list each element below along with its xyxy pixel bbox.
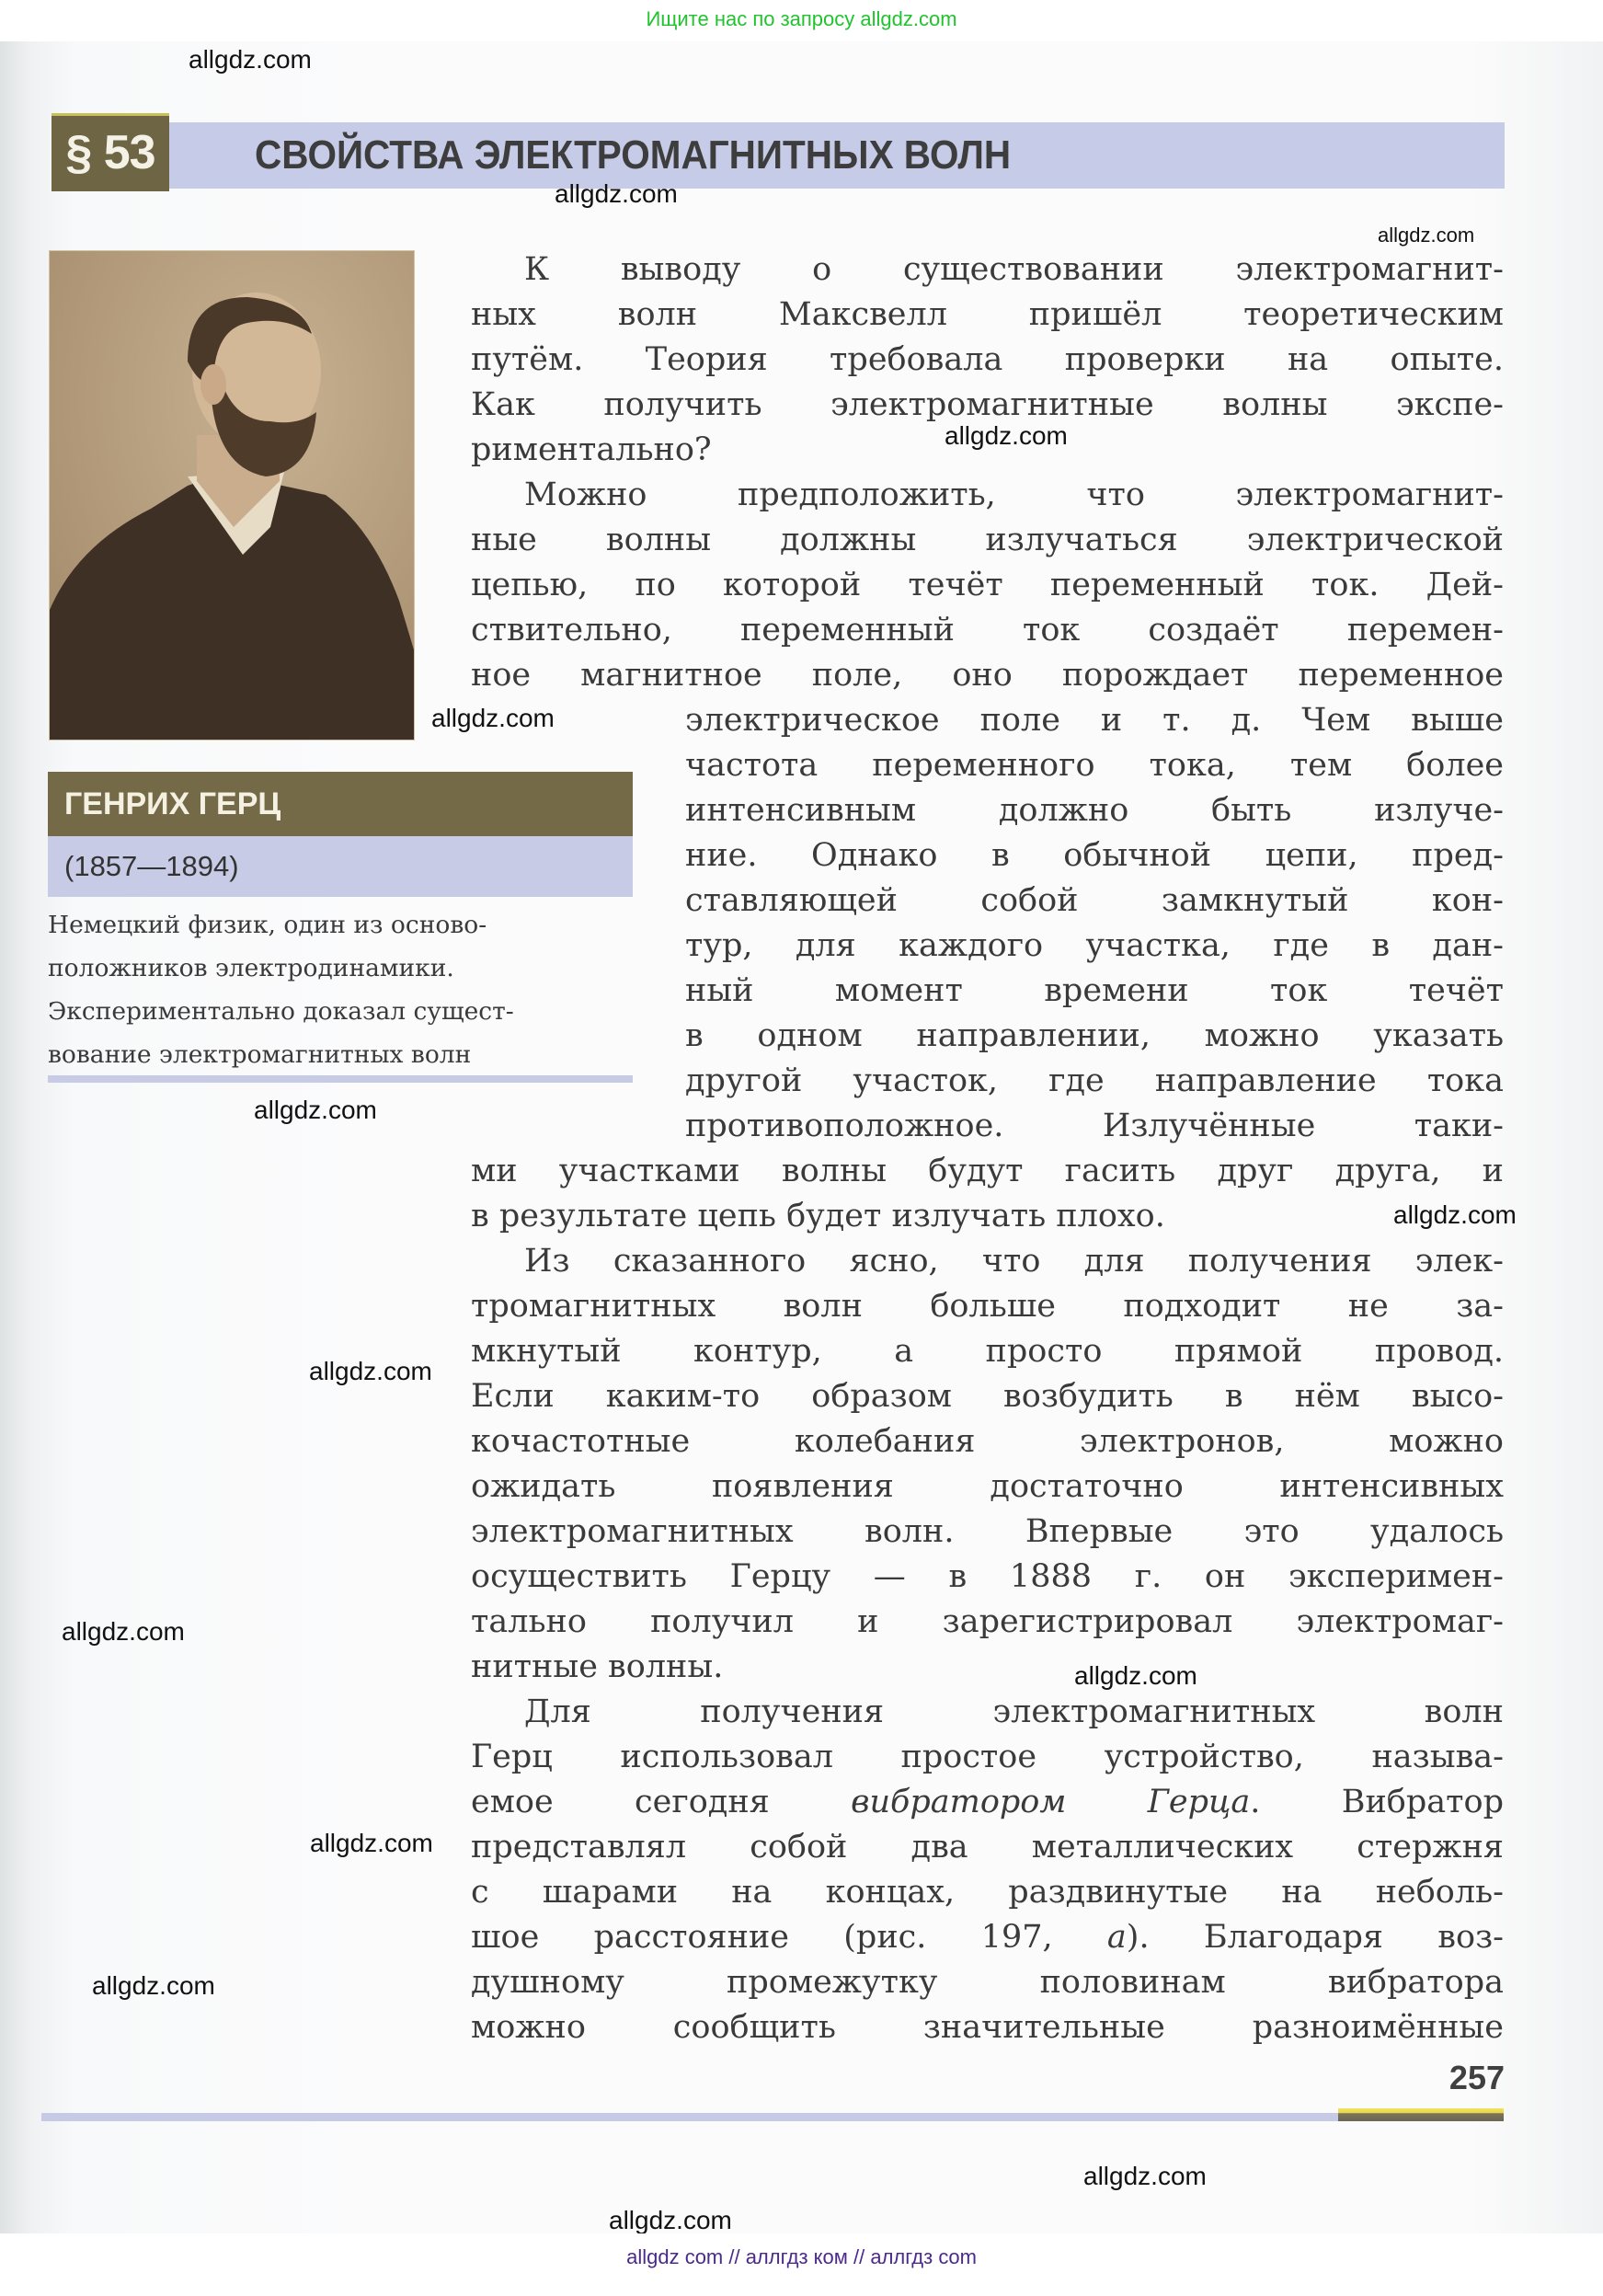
- text-line: Для получения электромагнитных волн: [524, 1693, 1504, 1730]
- footer-divider: [41, 2113, 1338, 2121]
- text-line: путём. Теория требовала проверки на опыте.: [471, 341, 1504, 378]
- text-fragment: шое расстояние (рис. 197,: [471, 1919, 1107, 1956]
- text-line: тромагнитных волн больше подходит не за-: [471, 1288, 1504, 1325]
- text-line: ствительно, переменный ток создаёт перемен-: [471, 612, 1504, 649]
- text-line: другой участок, где направление тока: [685, 1062, 1504, 1099]
- watermark: allgdz.com: [609, 2206, 732, 2233]
- watermark: allgdz.com: [555, 179, 678, 208]
- watermark: allgdz.com: [189, 45, 312, 74]
- paragraph-3: [471, 1239, 1504, 1690]
- text-line: Если каким-то образом возбудить в нём высо-: [471, 1378, 1504, 1415]
- text-line: тур, для каждого участка, где в дан-: [685, 927, 1504, 964]
- footer-accent-bar: [1338, 2108, 1504, 2121]
- text-line: нитные волны.: [471, 1648, 724, 1685]
- watermark: allgdz.com: [309, 1357, 432, 1385]
- text-line: ное магнитное поле, оно порождает переменное: [471, 657, 1504, 694]
- bio-line: Немецкий физик, один из осново-: [48, 911, 487, 939]
- text-line: электрическое поле и т. д. Чем выше: [685, 702, 1504, 739]
- text-fragment: емое сегодня: [471, 1784, 852, 1820]
- text-line: ми участками волны будут гасить друг друга, и: [471, 1153, 1504, 1189]
- text-line: ных волн Максвелл пришёл теоретическим: [471, 296, 1504, 333]
- watermark: allgdz.com: [945, 421, 1068, 450]
- text-line: Герц использовал простое устройство, называ-: [471, 1739, 1504, 1775]
- text-line: цепью, по которой течёт переменный ток. Дей-: [471, 567, 1504, 603]
- watermark: allgdz.com: [1074, 1661, 1197, 1690]
- text-line: представлял собой два металлических стержня: [471, 1829, 1504, 1866]
- watermark: allgdz.com: [431, 704, 555, 732]
- watermark: allgdz.com: [310, 1829, 433, 1857]
- section-number-badge: § 53: [52, 113, 169, 191]
- text-line: ние. Однако в обычной цепи, пред-: [685, 837, 1504, 874]
- bio-line: вование электромагнитных волн: [48, 1040, 472, 1069]
- paragraph-2: [471, 473, 1504, 698]
- bio-description: [48, 903, 636, 1076]
- portrait-image: [49, 250, 415, 740]
- watermark: allgdz.com: [1378, 224, 1475, 247]
- bio-divider: [48, 1075, 633, 1083]
- text-line: кочастотные колебания электронов, можно: [471, 1423, 1504, 1460]
- text-line: риментально?: [471, 431, 712, 468]
- portrait-illustration-icon: [50, 251, 415, 740]
- text-line: можно сообщить значительные разноимённые: [471, 2009, 1504, 2046]
- bio-name: ГЕНРИХ ГЕРЦ: [48, 772, 633, 836]
- bottom-banner: allgdz com // аллгдз ком // аллгдз com: [0, 2233, 1603, 2296]
- text-line: [471, 1780, 1504, 1825]
- text-line: противоположное. Излучённые таки-: [685, 1108, 1504, 1144]
- text-line: электромагнитных волн. Впервые это удалось: [471, 1513, 1504, 1550]
- paragraph-2-wrap: [685, 698, 1504, 1149]
- watermark: allgdz.com: [62, 1617, 185, 1646]
- watermark: allgdz.com: [1393, 1200, 1517, 1229]
- text-line: тально получил и зарегистрировал электромаг-: [471, 1603, 1504, 1640]
- watermark: allgdz.com: [254, 1096, 377, 1124]
- text-line: Как получить электромагнитные волны экспе-: [471, 386, 1504, 423]
- text-line: ожидать появления достаточно интенсивных: [471, 1468, 1504, 1505]
- text-line: в одном направлении, можно указать: [685, 1017, 1504, 1054]
- page-title: СВОЙСТВА ЭЛЕКТРОМАГНИТНЫХ ВОЛН: [255, 132, 1012, 178]
- figure-ref-letter: а: [1106, 1919, 1127, 1956]
- text-line: интенсивным должно быть излуче-: [685, 792, 1504, 829]
- textbook-page: [0, 41, 1603, 2233]
- text-fragment: . Вибратор: [1250, 1784, 1504, 1820]
- watermark: allgdz.com: [1083, 2162, 1207, 2190]
- paragraph-4: [471, 1690, 1504, 2050]
- text-line: К выводу о существовании электромагнит-: [524, 251, 1504, 288]
- text-line: осуществить Герцу — в 1888 г. он эксперимен-: [471, 1558, 1504, 1595]
- text-line: с шарами на концах, раздвинутые на неболь-: [471, 1874, 1504, 1911]
- term-hertz-vibrator: вибратором Герца: [851, 1784, 1251, 1820]
- text-line: частота переменного тока, тем более: [685, 747, 1504, 784]
- text-line: Из сказанного ясно, что для получения элек-: [524, 1243, 1504, 1280]
- text-line: мкнутый контур, а просто прямой провод.: [471, 1333, 1504, 1370]
- text-line: душному промежутку половинам вибратора: [471, 1964, 1504, 2001]
- text-line: в результате цепь будет излучать плохо.: [471, 1198, 1165, 1234]
- bio-years: (1857—1894): [48, 836, 633, 897]
- bio-line: Экспериментально доказал сущест-: [48, 997, 514, 1026]
- text-fragment: ). Благодаря воз-: [1126, 1919, 1504, 1956]
- page-number: 257: [1448, 2059, 1505, 2096]
- text-line: [471, 1915, 1504, 1960]
- text-line: ные волны должны излучаться электрической: [471, 522, 1504, 558]
- text-line: ный момент времени ток течёт: [685, 972, 1504, 1009]
- bio-line: положников электродинамики.: [48, 954, 454, 982]
- top-banner: Ищите нас по запросу allgdz.com: [0, 0, 1603, 41]
- paragraph-2-tail: [471, 1149, 1504, 1239]
- text-line: ставляющей собой замкнутый кон-: [685, 882, 1504, 919]
- watermark: allgdz.com: [92, 1971, 215, 2000]
- text-line: Можно предположить, что электромагнит-: [524, 476, 1504, 513]
